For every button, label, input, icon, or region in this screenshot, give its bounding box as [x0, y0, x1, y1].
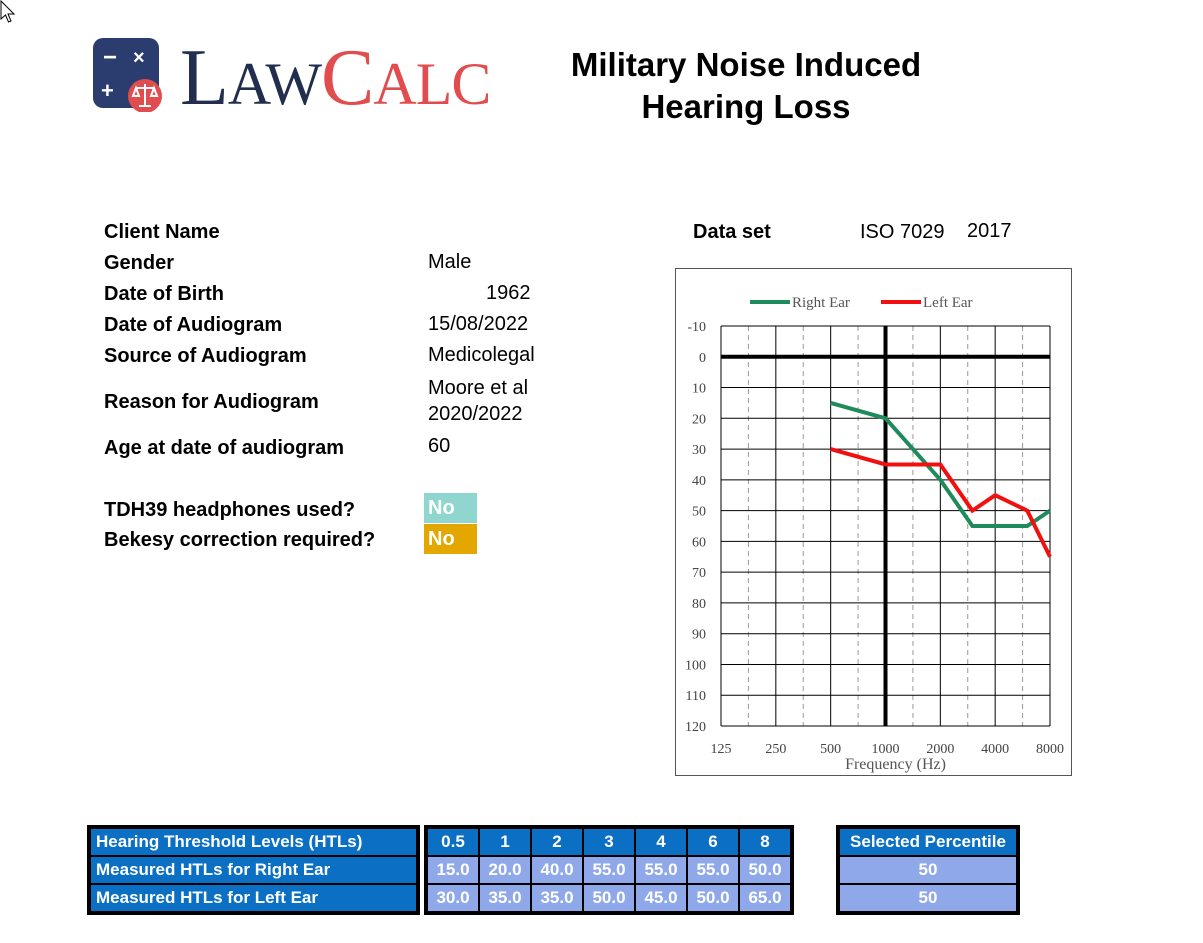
- freq-cell: 8: [738, 829, 790, 855]
- client-name-label: Client Name: [104, 221, 220, 243]
- legend-label: Left Ear: [923, 295, 973, 311]
- legend-label: Right Ear: [792, 295, 850, 311]
- x-axis-label: Frequency (Hz): [845, 756, 946, 773]
- htl-header-label: Hearing Threshold Levels (HTLs): [91, 829, 416, 855]
- y-tick-label: -10: [687, 320, 706, 335]
- dataset-year[interactable]: 2017: [967, 220, 1012, 242]
- tdh39-label: TDH39 headphones used?: [104, 499, 356, 521]
- right-htl-cell[interactable]: 20.0: [478, 855, 530, 883]
- svg-text:×: ×: [133, 47, 145, 69]
- right-htl-cell[interactable]: 15.0: [428, 855, 478, 883]
- dob-label: Date of Birth: [104, 283, 224, 305]
- percentile-left-value[interactable]: 50: [840, 883, 1016, 911]
- freq-cell: 4: [634, 829, 686, 855]
- right-htl-cell[interactable]: 50.0: [738, 855, 790, 883]
- x-tick-label: 500: [820, 742, 842, 757]
- percentile-header: Selected Percentile: [840, 829, 1016, 855]
- lawcalc-wordmark: LAWCALC: [180, 34, 491, 122]
- dob-value[interactable]: 1962: [486, 282, 531, 304]
- mouse-cursor-icon: [0, 0, 20, 26]
- left-htl-cell[interactable]: 30.0: [428, 883, 478, 911]
- x-tick-label: 2000: [926, 742, 955, 757]
- y-tick-label: 80: [692, 596, 706, 612]
- left-htl-cell[interactable]: 35.0: [478, 883, 530, 911]
- y-tick-label: 90: [692, 627, 706, 643]
- x-tick-label: 8000: [1036, 742, 1064, 757]
- audiogram-reason-line2[interactable]: 2020/2022: [428, 403, 523, 425]
- right-htl-cell[interactable]: 55.0: [582, 855, 634, 883]
- y-tick-label: 0: [699, 350, 706, 366]
- x-tick-label: 125: [710, 742, 732, 757]
- freq-cell: 3: [582, 829, 634, 855]
- freq-cell: 2: [530, 829, 582, 855]
- audiogram-date-value[interactable]: 15/08/2022: [428, 313, 529, 335]
- y-tick-label: 50: [692, 504, 706, 520]
- dataset-standard[interactable]: ISO 7029: [860, 221, 945, 243]
- audiogram-date-label: Date of Audiogram: [104, 314, 283, 336]
- freq-cell: 1: [478, 829, 530, 855]
- svg-text:+: +: [101, 78, 114, 103]
- bekesy-label: Bekesy correction required?: [104, 529, 376, 551]
- htl-label-table: [87, 825, 420, 915]
- lawcalc-logo-icon: [93, 38, 165, 112]
- right-htl-cell[interactable]: 55.0: [634, 855, 686, 883]
- tdh39-select[interactable]: No: [424, 493, 477, 523]
- dataset-label: Data set: [693, 221, 771, 243]
- y-tick-label: 30: [692, 443, 706, 459]
- svg-text:−: −: [103, 44, 118, 71]
- y-tick-label: 110: [685, 689, 706, 705]
- y-tick-label: 120: [685, 720, 706, 735]
- x-tick-label: 4000: [981, 742, 1010, 757]
- audiogram-chart: [675, 268, 1072, 776]
- age-value[interactable]: 60: [428, 435, 451, 457]
- y-tick-label: 70: [692, 566, 706, 582]
- audiogram-source-value[interactable]: Medicolegal: [428, 344, 535, 366]
- y-tick-label: 20: [692, 412, 706, 428]
- x-tick-label: 1000: [871, 742, 900, 757]
- htl-right-label: Measured HTLs for Right Ear: [91, 855, 416, 883]
- audiogram-source-label: Source of Audiogram: [104, 345, 307, 367]
- page-title-line1: Military Noise Induced: [570, 46, 922, 83]
- left-htl-cell[interactable]: 35.0: [530, 883, 582, 911]
- page-title-line2: Hearing Loss: [641, 88, 851, 125]
- left-htl-cell[interactable]: 50.0: [582, 883, 634, 911]
- gender-value[interactable]: Male: [428, 251, 472, 273]
- audiogram-reason-line1[interactable]: Moore et al: [428, 377, 529, 399]
- gender-label: Gender: [104, 252, 175, 274]
- freq-cell: 6: [686, 829, 738, 855]
- y-tick-label: 60: [692, 535, 706, 551]
- right-htl-cell[interactable]: 40.0: [530, 855, 582, 883]
- y-tick-label: 40: [692, 473, 706, 489]
- freq-cell: 0.5: [428, 829, 478, 855]
- age-label: Age at date of audiogram: [104, 437, 345, 459]
- y-tick-label: 10: [692, 381, 706, 397]
- percentile-table: [836, 825, 1020, 915]
- page-title: [540, 44, 952, 128]
- htl-left-label: Measured HTLs for Left Ear: [91, 883, 416, 911]
- left-htl-cell[interactable]: 50.0: [686, 883, 738, 911]
- x-tick-label: 250: [765, 742, 787, 757]
- htl-values-table: [424, 825, 794, 915]
- left-htl-cell[interactable]: 45.0: [634, 883, 686, 911]
- left-htl-cell[interactable]: 65.0: [738, 883, 790, 911]
- bekesy-select[interactable]: No: [424, 524, 477, 554]
- right-htl-cell[interactable]: 55.0: [686, 855, 738, 883]
- percentile-right-value[interactable]: 50: [840, 855, 1016, 883]
- y-tick-label: 100: [685, 658, 706, 674]
- audiogram-reason-label: Reason for Audiogram: [104, 391, 319, 413]
